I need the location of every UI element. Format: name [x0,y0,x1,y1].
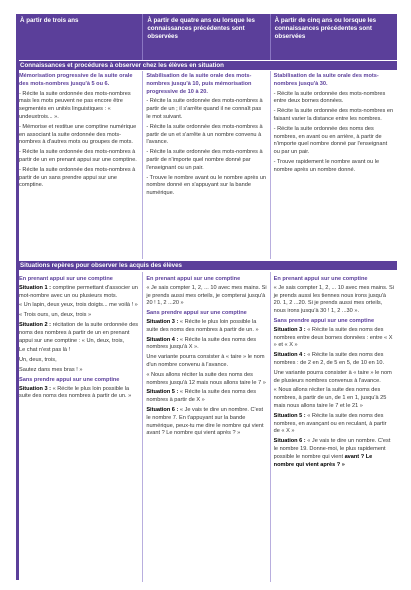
situation-label: Situation 4 : [146,336,179,343]
subheading: En prenant appui sur une comptine [146,276,241,282]
situation-text: « Récite la suite des noms des nombres jusqu'à X ». [146,336,257,351]
situation-6 [146,407,266,438]
quote: « Je sais compter 1, 2, ... 10 avec mes mains. Si je prends aussi mes orteils, je compterai jusqu'à 20 ! 1, 2 ...20 » [146,284,267,307]
situation-2 [19,322,139,345]
situation-text: comptine permettant d'associer un mot-nombre avec un ou plusieurs mots. [19,284,138,299]
situation-label: Situation 1 : [19,284,52,291]
section-title-connaissances: Connaissances et procédures à observer chez les élèves en situation [16,61,397,70]
list-item: - Récite la suite ordonnée des mots-nombres à partir de un en prenant appui sur une comptine. [19,149,137,163]
situation-label: Situation 3 : [146,318,179,325]
header-col-3-ans: À partir de trois ans [16,14,143,60]
situation-bold-text: avant ? Le nombre qui vient après ? » [273,453,373,468]
situation-text: « Récite le plus loin possible la suite des noms des nombres à partir de un. » [146,318,259,333]
situation-3 [146,319,266,335]
col-title: Stabilisation de la suite orale des mots-nombres jusqu'à 30. [273,73,379,87]
situation-label: Situation 6 : [273,438,306,445]
situation-label: Situation 3 : [273,326,306,333]
situation-text: « Je vais te dire un nombre. C'est le nombre 19. Donne-moi, le plus rapidement possible le nombre qui vient [273,438,391,460]
variant: Une variante pourra consister à « taire » le nom de plusieurs nombres convenus à l'avance. [273,369,392,384]
quote: « Nous allons réciter la suite des noms des nombres jusqu'à 12 mais nous allons taire le 7 » [146,371,266,386]
section-connaissances [16,71,397,259]
section-situations [16,272,397,582]
quote: « Je sais compter 1, 2, ... 10 avec mes mains. Si je prends aussi les tiennes nous irons jusqu'à 20. 1, 2 ...20. Si je prends aussi mes orteils, nous irons jusqu'à 30 ! 1, 2 ...30 ». [273,284,394,315]
situation-label: Situation 3 : [19,385,52,392]
list-item: - Récite la suite ordonnée des mots-nombres en faisant varier la distance entre les nombres. [273,108,394,122]
situation-label: Situation 5 : [273,412,306,419]
situations-col-5-ans [271,272,397,582]
situation-text: « Je vais te dire un nombre. C'est le nombre 7. En t'appuyant sur la bande numérique, peux-tu me dire le nombre qui vient avant ? Le nombre qui vient après ? » [146,406,264,437]
situation-5 [274,413,394,436]
situation-3 [19,386,139,402]
situations-col-4-ans [143,272,270,582]
situation-text: « Récite la suite des noms des nombres, en avançant ou en reculant, à partir de « X » [273,412,387,435]
header-col-4-ans: À partir de quatre ans ou lorsque les connaissances précédentes sont observées [143,14,270,60]
header-col-5-ans: À partir de cinq ans ou lorsque les connaissances précédentes sont observées [274,17,377,40]
situation-text: « Récite la suite des noms des nombres : de 2 en 2, de 5 en 5, de 10 en 10. [273,352,385,366]
situation-5 [146,389,266,405]
situation-4 [146,337,266,353]
comptine-line: Le chat n'est pas là ! [19,347,71,354]
situation-1 [19,285,139,301]
connaissances-col-4-ans [143,71,270,259]
list-item: - Récite la suite ordonnée des mots-nombres mais les mots peuvent ne pas encore être segmentés en unités linguistiques : « undeuxtrois... ». [19,90,131,120]
quote: « Un lapin, deux yeux, trois doigts... me voilà ! » [19,302,138,309]
quote: « Nous allons réciter la suite des noms des nombres, à partir de un, de 1 en 1, jusqu'à 25 mais nous allons taire le 7 et le 21 » [273,387,387,409]
situation-4 [274,352,394,368]
situations-col-3-ans [16,272,143,582]
list-item: - Récite la suite ordonnée des mots-nombres à partir de un et s'arrête à un nombre convenu à l'avance. [146,123,263,146]
quote: « Trois ours, un, deux, trois » [19,312,92,319]
table-header [16,14,397,60]
comptine-line: Un, deux, trois, [19,357,57,364]
subheading: En prenant appui sur une comptine [273,276,368,282]
connaissances-col-3-ans [16,71,143,259]
list-item: - Récite la suite ordonnée des mots-nombres entre deux bornes données. [273,90,386,105]
list-item: - Récite la suite ordonnée des noms des nombres, en avant ou en arrière, à partir de n'importe quel nombre donné par l'enseignant ou par un pair. [273,125,388,156]
subheading: Sans prendre appui sur une comptine [273,317,375,324]
situation-text: « Récite la suite des noms des nombres à partir de X » [146,389,257,404]
situation-text: récitation de la suite ordonnée des noms des nombres à partir de un en prenant appui sur une comptine : « Un, deux, trois, [19,321,139,344]
list-item: - Trouve rapidement le nombre avant ou le nombre après un nombre donné. [273,158,380,173]
list-item: - Trouve le nombre avant ou le nombre après un nombre donné en s'appuyant sur la bande numérique. [146,174,267,197]
situation-label: Situation 2 : [19,321,52,328]
situation-3 [274,327,394,350]
list-item: - Récite la suite ordonnée des mots-nombres à partir de un ; il s'arrête quand il ne connaît pas le mot suivant. [146,98,263,120]
variant: Une variante pourra consister à « taire » le nom d'un nombre convenu à l'avance. [146,354,265,368]
section-title-situations: Situations repères pour observer les acquis des élèves [16,261,397,270]
situation-text: « Récite la suite des noms des nombres entre deux bornes données : entre « X » et « X » [273,326,393,349]
list-item: - Récite la suite ordonnée des mots-nombres à partir de un sans prendre appui sur une comptine. [19,166,136,189]
comptine-line: Sautez dans mes bras ! » [19,366,83,373]
list-item: - Mémorise et restitue une comptine numérique en associant la suite ordonnée des mots-nombres à d'autres mots ou groupes de mots. [19,123,137,146]
situation-label: Situation 6 : [146,406,179,413]
situation-text: « Récite le plus loin possible la suite des noms des nombres à partir de un. » [19,385,132,400]
situation-label: Situation 4 : [273,352,306,359]
col-title: Stabilisation de la suite orale des mots-nombres jusqu'à 10, puis mémorisation progressive de 10 à 20. [146,73,252,95]
subheading: Sans prendre appui sur une comptine [19,376,120,383]
situation-6 [274,438,394,469]
subheading: Sans prendre appui sur une comptine [146,310,247,317]
left-accent-bar [16,60,19,580]
subheading: En prenant appui sur une comptine [19,276,113,282]
connaissances-col-5-ans [271,71,397,259]
situation-label: Situation 5 : [146,389,179,396]
col-title: Mémorisation progressive de la suite orale des mots-nombres jusqu'à 5 ou 6. [19,73,133,87]
list-item: - Récite la suite ordonnée des mots-nombres à partir de n'importe quel nombre donné par l'enseignant ou un pair. [146,149,263,171]
